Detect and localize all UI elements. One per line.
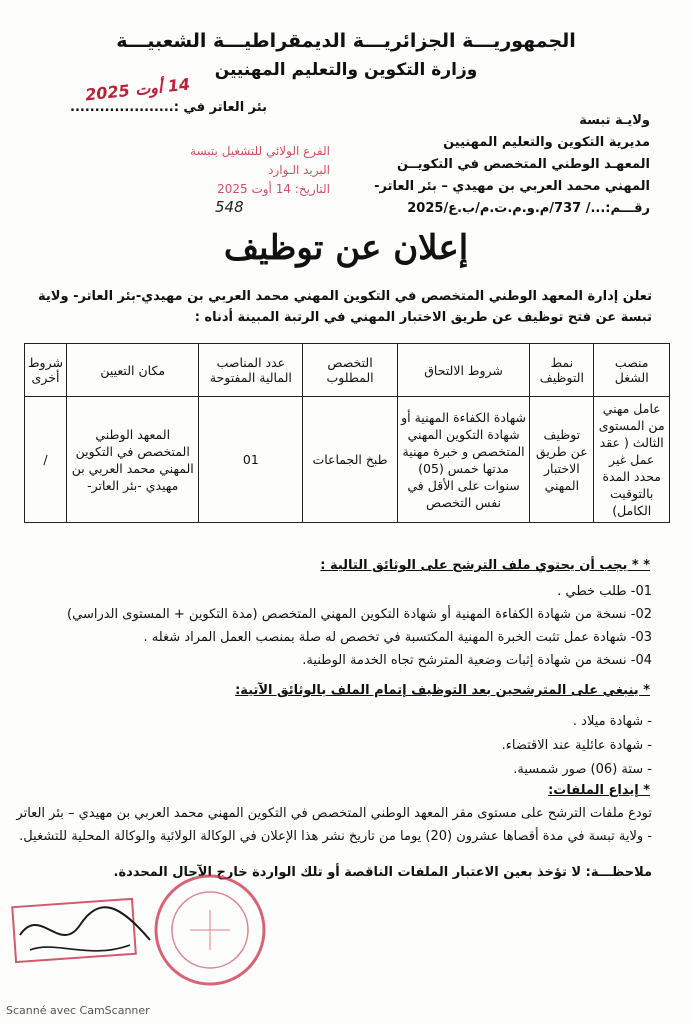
- stamp-line-incoming: البريد الـوارد: [268, 163, 330, 177]
- sender-line-institute-name: المهني محمد العربي بن مهيدي – بئر العاتر-: [374, 179, 650, 194]
- handwritten-ref-number: 548: [215, 198, 244, 216]
- requirements-list: [12, 580, 652, 672]
- col-header-conditions: شروط الالتحاق: [397, 344, 529, 397]
- cell-conditions: شهادة الكفاءة المهنية أو شهادة التكوين المهني المتخصص و خبرة مهنية مدتها خمس (05) سنوات على الأقل في نفس التخصص: [397, 397, 529, 523]
- list-item: 04- نسخة من شهادة إثبات وضعية المترشح تجاه الخدمة الوطنية.: [302, 653, 652, 668]
- list-item: - ستة (06) صور شمسية.: [513, 762, 652, 777]
- signature-stamp: [10, 885, 170, 975]
- page-title: إعلان عن توظيف: [223, 228, 469, 268]
- cell-position: عامل مهني من المستوى الثالث ( عقد عمل غير محدد المدة بالتوقيت الكامل): [594, 397, 670, 523]
- col-header-other-conditions: شروط أخرى: [25, 344, 67, 397]
- intro-paragraph: تعلن إدارة المعهد الوطني المتخصص في التكوين المهني محمد العربي بن مهيدي-بئر العاتر- ولاية تبسة عن فتح توظيف عن طريق الاختبار المهني في الرتبة المبينة أدناه :: [38, 289, 652, 325]
- republic-header: الجمهوريـــة الجزائريـــة الديمقراطيـــة الشعبيـــة: [116, 30, 576, 52]
- col-header-position: منصب الشغل: [594, 344, 670, 397]
- requirements-title: * * يجب أن يحتوي ملف الترشح على الوثائق التالية :: [320, 558, 650, 573]
- col-header-specialty: التخصص المطلوب: [303, 344, 398, 397]
- handwritten-date: 14 أوت 2025: [84, 74, 191, 105]
- official-seal-icon: [150, 870, 270, 990]
- cell-specialty: طبخ الجماعات: [303, 397, 398, 523]
- cell-location: المعهد الوطني المتخصص في التكوين المهني محمد العربي بن مهيدي -بئر العاتر-: [66, 397, 198, 523]
- sender-line-wilaya: ولايـة تبسة: [579, 113, 650, 128]
- sender-line-institute: المعهـد الوطني المتخصص في التكويــن: [397, 157, 650, 172]
- sender-line-directorate: مديرية التكوين والتعليم المهنيين: [443, 135, 650, 150]
- deposit-title: * إيداع الملفات:: [548, 783, 650, 798]
- col-header-hiring-mode: نمط التوظيف: [530, 344, 594, 397]
- col-header-open-posts: عدد المناصب المالية المفتوحة: [199, 344, 303, 397]
- deposit-text: تودع ملفات الترشح على مستوى مقر المعهد الوطني المتخصص في التكوين المهني محمد العربي بن مهيدي – بئر العاتر - ولاية تبسة في مدة أقصاها عشرون (20) يوما من تاريخ نشر هذا الإعلان في الوكالة الولائية والوكالة المحلية للتشغيل.: [16, 806, 652, 844]
- scanner-watermark: Scanné avec CamScanner: [6, 1004, 150, 1017]
- list-item: 02- نسخة من شهادة الكفاءة المهنية أو شهادة التكوين المهني المتخصص (مدة التكوين + المستوى الدراسي): [67, 607, 652, 622]
- jobs-table: [24, 343, 670, 523]
- cell-open-posts: 01: [199, 397, 303, 523]
- col-header-location: مكان التعيين: [66, 344, 198, 397]
- stamp-line-branch: الفرع الولائي للتشغيل بتبسة: [190, 144, 330, 158]
- cell-other-conditions: /: [25, 397, 67, 523]
- received-mail-stamp: [140, 142, 330, 204]
- after-hiring-list: [32, 710, 652, 782]
- place-date-line: بئر العاتر في :.....................: [70, 100, 267, 115]
- list-item: - شهادة عائلية عند الاقتضاء.: [501, 738, 652, 753]
- list-item: 01- طلب خطي .: [557, 584, 652, 599]
- list-item: - شهادة ميلاد .: [572, 714, 652, 729]
- note-text: ملاحظـــة: لا تؤخذ بعين الاعتبار الملفات الناقصة أو تلك الواردة خارج الآجال المحددة.: [113, 865, 652, 880]
- table-row: [25, 397, 670, 523]
- reference-number: رقـــم:.../ 737/م.و.م.ت.م/ب.ع/2025: [407, 201, 650, 216]
- stamp-line-date: التاريخ: 14 أوت 2025: [217, 182, 330, 196]
- after-hiring-title: * ينبغي على المترشحين بعد التوظيف إتمام الملف بالوثائق الآتية:: [235, 683, 650, 698]
- list-item: 03- شهادة عمل تثبت الخبرة المهنية المكتسبة في تخصص له صلة بمنصب العمل المراد شغله .: [143, 630, 652, 645]
- ministry-header: وزارة التكوين والتعليم المهنيين: [214, 60, 478, 80]
- table-header-row: [25, 344, 670, 397]
- cell-hiring-mode: توظيف عن طريق الاختبار المهني: [530, 397, 594, 523]
